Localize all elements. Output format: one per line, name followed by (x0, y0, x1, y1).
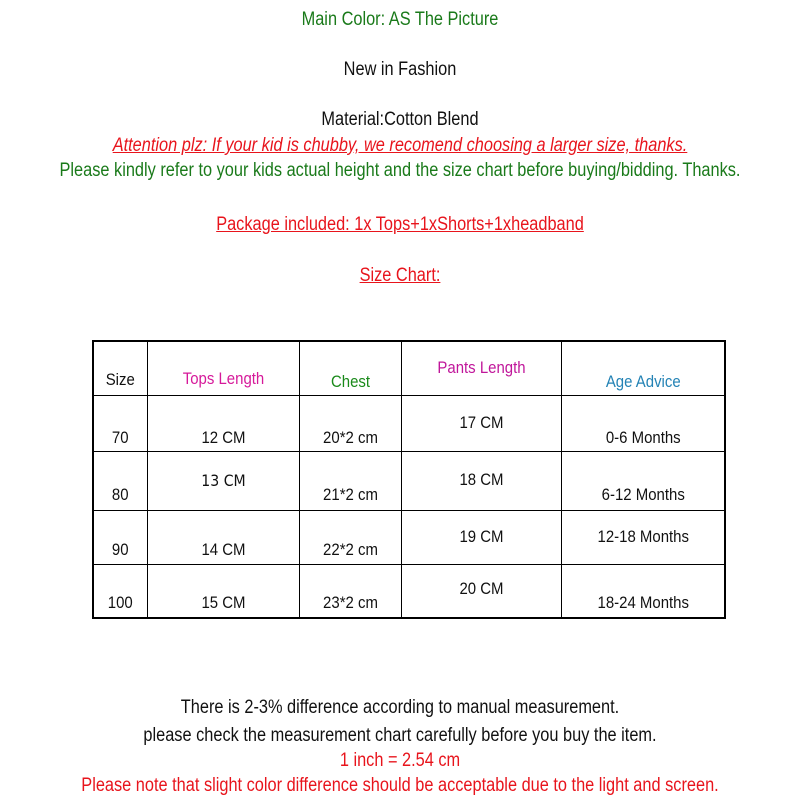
cell-size: 100 (93, 564, 147, 618)
cell-pants: 19 CM (401, 510, 561, 564)
cell-chest: 20*2 cm (299, 395, 401, 451)
attention-note: Attention plz: If your kid is chubby, we recomend choosing a larger size, thanks. (112, 135, 688, 156)
header-age-advice: Age Advice (561, 341, 725, 395)
cell-age: 6-12 Months (561, 451, 725, 510)
cell-age: 18-24 Months (561, 564, 725, 618)
cell-age: 0-6 Months (561, 395, 725, 451)
difference-note: There is 2-3% difference according to manual measurement. (180, 697, 620, 718)
cell-pants: 18 CM (401, 451, 561, 510)
color-difference-note: Please note that slight color difference should be acceptable due to the light and screen. (81, 775, 719, 796)
refer-size-note: Please kindly refer to your kids actual height and the size chart before buying/bidding. Thanks. (59, 160, 741, 181)
header-size: Size (93, 341, 147, 395)
main-color-text: Main Color: AS The Picture (301, 9, 499, 30)
cell-tops: 15 CM (147, 564, 299, 618)
check-chart-note: please check the measurement chart carefully before you buy the item. (143, 725, 657, 746)
fashion-text: New in Fashion (343, 59, 457, 80)
cell-age: 12-18 Months (561, 510, 725, 564)
table-row (93, 564, 725, 618)
table-row (93, 510, 725, 564)
table-row (93, 451, 725, 510)
header-pants-length: Pants Length (401, 341, 561, 395)
cell-chest: 22*2 cm (299, 510, 401, 564)
header-tops-length: Tops Length (147, 341, 299, 395)
cell-pants: 17 CM (401, 395, 561, 451)
cell-size: 70 (93, 395, 147, 451)
cell-chest: 23*2 cm (299, 564, 401, 618)
size-chart-table (92, 340, 726, 619)
cell-tops: 14 CM (147, 510, 299, 564)
cell-chest: 21*2 cm (299, 451, 401, 510)
cell-pants: 20 CM (401, 564, 561, 618)
header-chest: Chest (299, 341, 401, 395)
table-header-row (93, 341, 725, 395)
inch-conversion: 1 inch = 2.54 cm (339, 750, 461, 771)
cell-tops: 12 CM (147, 395, 299, 451)
cell-tops: 13 CM (147, 451, 299, 510)
table-row (93, 395, 725, 451)
cell-size: 80 (93, 451, 147, 510)
material-text: Material:Cotton Blend (321, 109, 479, 130)
package-included: Package included: 1x Tops+1xShorts+1xheadband (216, 214, 584, 235)
size-chart-title: Size Chart: (359, 265, 441, 286)
cell-size: 90 (93, 510, 147, 564)
